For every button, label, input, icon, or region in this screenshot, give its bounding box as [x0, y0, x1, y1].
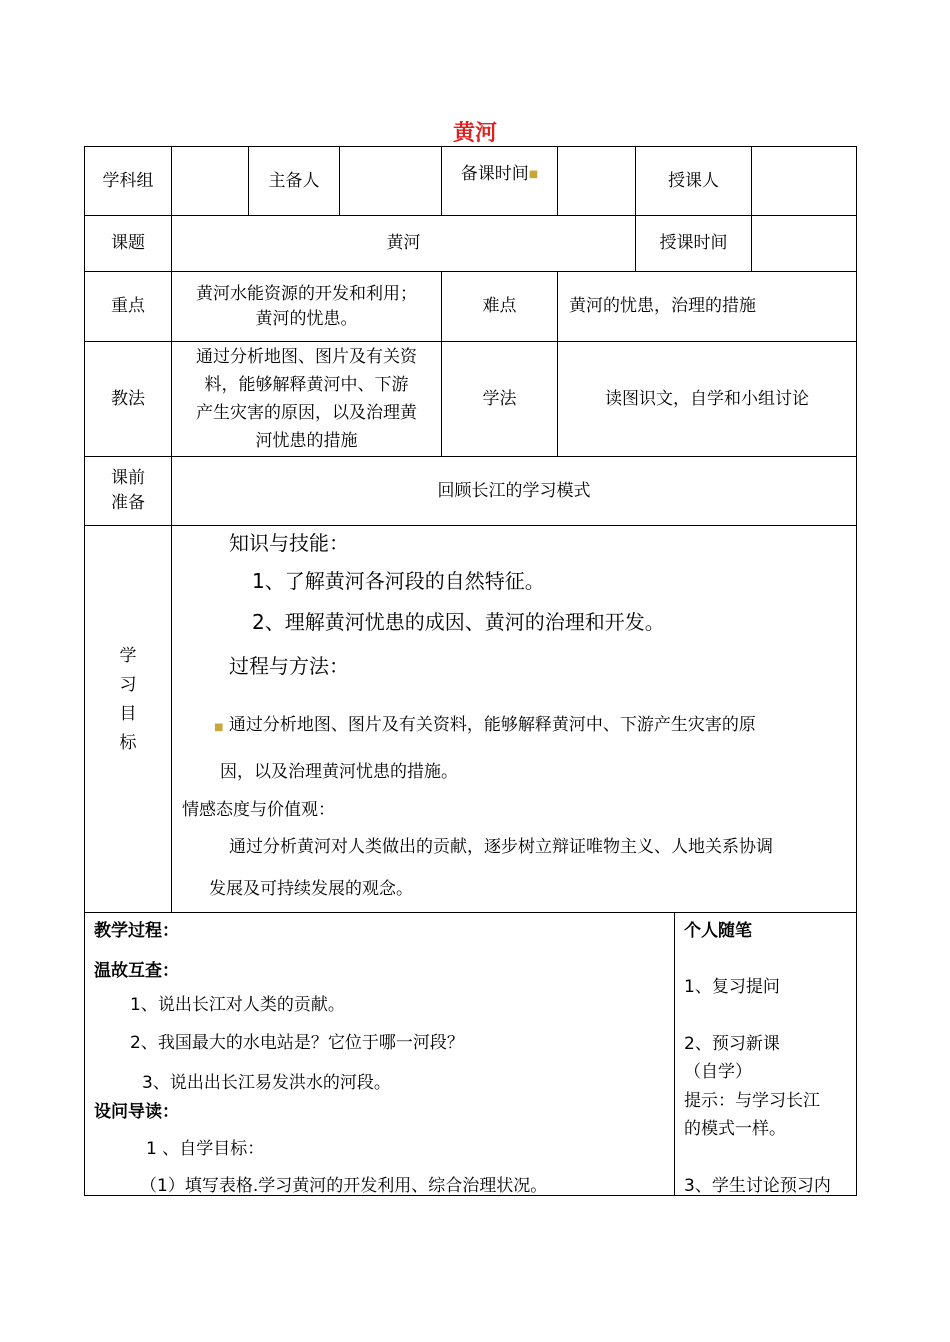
method-line: 通过分析地图、图片及有关资 [196, 347, 417, 367]
objectives-label-char: 目 [119, 704, 137, 724]
study-method-label: 学法 [482, 388, 517, 409]
notes-hint: 提示：与学习长江 [684, 1091, 820, 1111]
notes-hint: 的模式一样。 [684, 1119, 786, 1139]
guide-item: （1）填写表格.学习黄河的开发利用、综合治理状况。 [140, 1176, 548, 1196]
objectives-label [85, 620, 171, 780]
table-border-right [856, 146, 857, 1196]
method-line: 料，能够解释黄河中、下游 [204, 375, 409, 395]
key-points-label: 重点 [111, 296, 145, 316]
guide-heading: 设问导读： [94, 1102, 179, 1122]
mark-dot: ■ [528, 169, 539, 180]
topic-value: 黄河 [386, 233, 421, 253]
teaching-method-value [172, 342, 441, 456]
knowledge-item: 1、了解黄河各河段的自然特征。 [252, 569, 545, 593]
objectives-label-char: 学 [119, 646, 137, 666]
col-divider [751, 146, 752, 216]
key-points-line: 黄河的忧患。 [255, 308, 358, 329]
study-method-value: 读图识文，自学和小组讨论 [605, 388, 809, 409]
notes-heading: 个人随笔 [684, 921, 752, 941]
row-divider [84, 525, 857, 526]
pre-class-prep-value: 回顾长江的学习模式 [437, 480, 591, 501]
pre-class-prep-label [85, 457, 171, 525]
col-divider [171, 146, 172, 216]
prep-time-label-text: 备课时间 [460, 164, 529, 184]
review-item: 2、我国最大的水电站是？它位于哪一河段？ [130, 1033, 464, 1053]
topic-label: 课题 [111, 233, 145, 253]
col-divider [557, 146, 558, 216]
guide-item: 1 、自学目标： [146, 1139, 265, 1159]
notes-item-sub: （自学） [684, 1062, 752, 1082]
difficulty-label: 难点 [482, 296, 517, 316]
knowledge-item: 2、理解黄河忧患的成因、黄河的治理和开发。 [252, 610, 665, 634]
lecture-time-label: 授课时间 [659, 233, 728, 253]
teaching-method-label: 教法 [111, 388, 145, 409]
main-preparer-label: 主备人 [268, 170, 320, 191]
lecturer-label: 授课人 [668, 170, 719, 191]
difficulty-value: 黄河的忧患，治理的措施 [569, 296, 756, 316]
pre-class-prep-label-line: 准备 [111, 493, 145, 513]
notes-item: 1、复习提问 [684, 977, 780, 997]
prep-time-label [442, 147, 557, 202]
emotion-line: 发展及可持续发展的观念。 [209, 879, 413, 899]
objectives-label-char: 标 [119, 733, 137, 753]
knowledge-heading: 知识与技能： [229, 531, 349, 555]
process-heading: 过程与方法： [229, 654, 349, 678]
emotion-line: 通过分析黄河对人类做出的贡献，逐步树立辩证唯物主义、人地关系协调 [229, 837, 773, 857]
notes-item: 2、预习新课 [684, 1034, 780, 1054]
col-divider [751, 215, 752, 272]
col-divider [339, 146, 340, 216]
process-line-text: 通过分析地图、图片及有关资料，能够解释黄河中、下游产生灾害的原 [228, 715, 756, 735]
process-line: 因，以及治理黄河忧患的措施。 [220, 762, 458, 782]
row-divider [84, 912, 857, 913]
method-line: 产生灾害的原因，以及治理黄 [196, 403, 417, 423]
key-points-line: 黄河水能资源的开发和利用； [196, 283, 417, 304]
notes-item: 3、学生讨论预习内 [684, 1176, 831, 1196]
pre-class-prep-label-line: 课前 [111, 468, 145, 488]
col-divider [674, 912, 675, 1196]
review-item: 3、说出出长江易发洪水的河段。 [142, 1073, 391, 1093]
process-line [214, 710, 756, 735]
objectives-label-char: 习 [119, 675, 137, 695]
key-points-value [172, 272, 441, 341]
subject-group-label: 学科组 [102, 170, 154, 191]
emotion-heading: 情感态度与价值观： [182, 800, 335, 820]
process-heading-main: 教学过程： [94, 921, 179, 941]
document-title: 黄河 [452, 121, 497, 146]
review-heading: 温故互查： [94, 961, 179, 981]
mark-dot: ■ [214, 722, 224, 733]
method-line: 河忧患的措施 [255, 431, 358, 451]
review-item: 1、说出长江对人类的贡献。 [130, 995, 345, 1015]
